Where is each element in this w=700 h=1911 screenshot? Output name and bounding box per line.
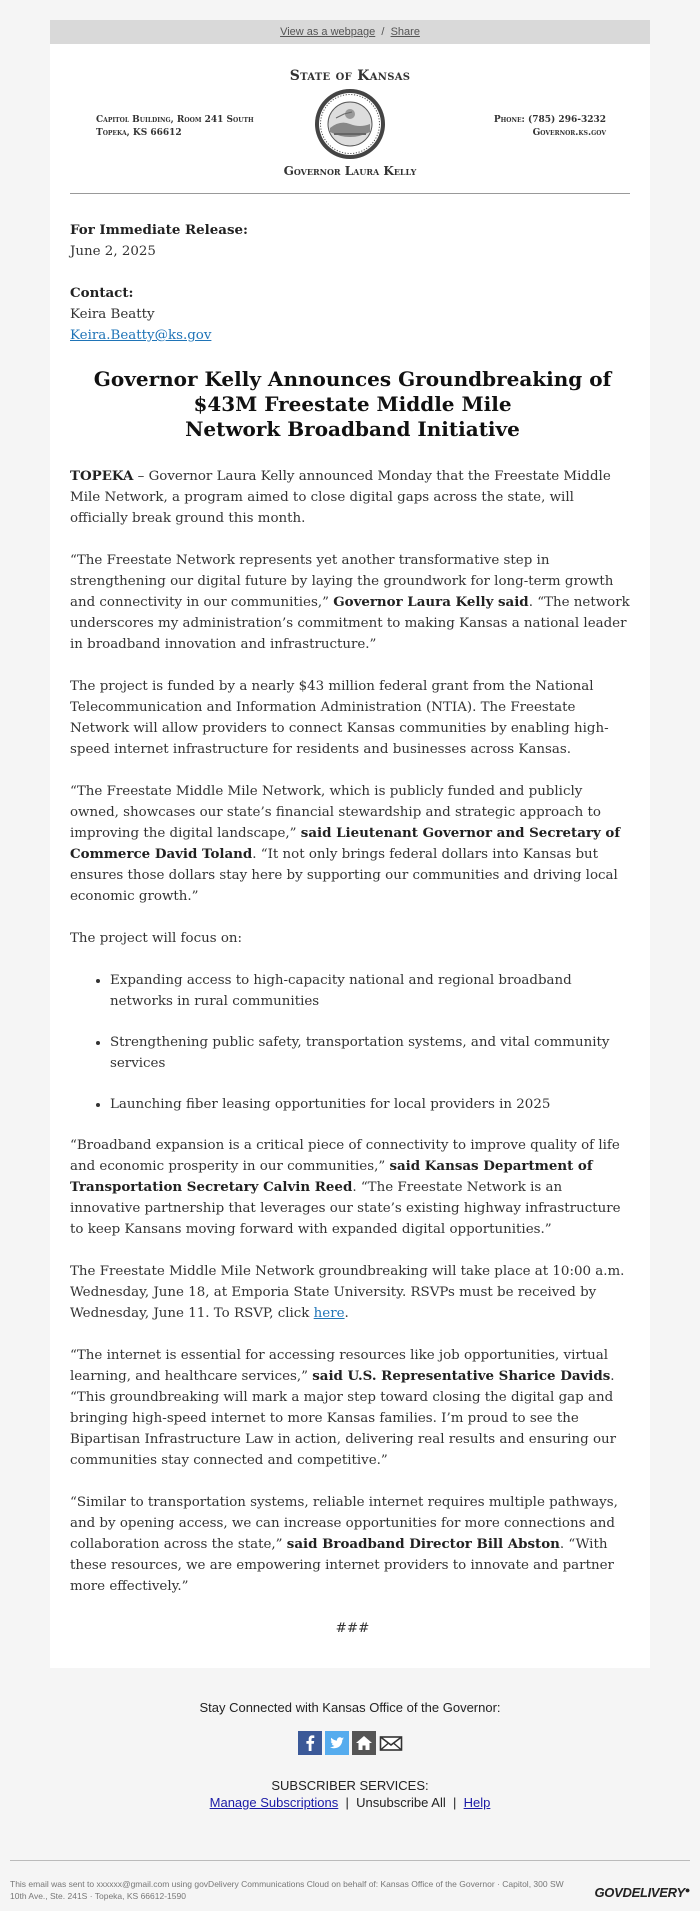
facebook-icon[interactable] [298, 1731, 322, 1755]
speech-bubble-icon: ● [684, 1885, 690, 1895]
paragraph-2: “The Freestate Network represents yet another transformative step in strengthening our digital future by laying the groundwork for long-term growth and connectivity in our communities,” Governor Laura Kelly said. “The network underscores my administration’s commitment to making Kansas a national leader in broadband innovation and infrastructure.” [70, 553, 630, 652]
release-info [70, 220, 635, 262]
state-seal [314, 88, 386, 160]
release-label: For Immediate Release: [70, 222, 248, 238]
list-item: • Launching fiber leasing opportunities for local providers in 2025 [110, 1094, 635, 1115]
office-address: Capitol Building, Room 241 South Topeka, KS 66612 [96, 115, 254, 138]
paragraph-6: “Broadband expansion is a critical piece of connectivity to improve quality of life and economic prosperity in our communities,” said Kansas Department of Transportation Secretary Calvin Reed. “The Freestate Network is an innovative partnership that leverages our state’s existing highway infrastructure to keep Kansans moving forward with expanded digital opportunities.” [70, 1138, 621, 1237]
email-footer [0, 1700, 700, 1811]
share-link[interactable]: Share [390, 26, 420, 38]
end-mark: ### [335, 1621, 370, 1636]
social-links [0, 1731, 700, 1755]
topbar-separator: / [381, 26, 385, 38]
twitter-icon[interactable] [325, 1731, 349, 1755]
subscriber-links [0, 1794, 700, 1811]
release-date: June 2, 2025 [70, 244, 156, 259]
paragraph-4: “The Freestate Middle Mile Network, which is publicly funded and publicly owned, showcases our state’s financial stewardship and strategic approach to improving the digital landscape,” said Lieutenant Governor and Secretary of Commerce David Toland. “It not only brings federal dollars into Kansas but ensures those dollars stay here by supporting our communities and driving local economic growth.” [70, 784, 621, 904]
link-divider: | [345, 1795, 349, 1810]
top-bar [50, 20, 650, 44]
unsubscribe-all-link[interactable]: Unsubscribe All [356, 1795, 446, 1810]
subscriber-services-label: SUBSCRIBER SERVICES: [271, 1778, 429, 1793]
manage-subscriptions-link[interactable]: Manage Subscriptions [209, 1795, 339, 1810]
email-icon[interactable] [379, 1731, 403, 1755]
contact-label: Contact: [70, 285, 134, 301]
subscriber-services [0, 1777, 700, 1811]
contact-name: Keira Beatty [70, 307, 155, 322]
home-icon[interactable] [352, 1731, 376, 1755]
letterhead [50, 44, 650, 194]
stay-connected-text: Stay Connected with Kansas Office of the Governor: [199, 1700, 501, 1715]
contact-info [70, 283, 635, 346]
paragraph-5: The project will focus on: [70, 931, 243, 946]
legal-text: This email was sent to xxxxxx@gmail.com using govDelivery Communications Cloud on behalf of: Kansas Office of the Governor · Capitol, 300 SW 10th Ave., Ste. 241S · Topeka, KS 66612-1590 [10, 1879, 564, 1901]
view-as-webpage-link[interactable]: View as a webpage [280, 26, 376, 38]
link-divider: | [452, 1795, 457, 1810]
list-item: • Strengthening public safety, transportation systems, and vital community services [110, 1032, 635, 1074]
paragraph-8: “The internet is essential for accessing resources like job opportunities, virtual learning, and healthcare services,” said U.S. Representative Sharice Davids. “This groundbreaking will mark a major step toward closing the digital gap and bringing high-speed internet to more Kansas families. I’m proud to see the Bipartisan Infrastructure Law in action, delivering real results and ensuring our communities stay connected and competitive.” [70, 1348, 617, 1468]
govdelivery-logo[interactable]: GOVDELIVERY● [594, 1885, 690, 1900]
paragraph-3: The project is funded by a nearly $43 million federal grant from the National Telecommunication and Information Administration (NTIA). The Freestate Network will allow providers to connect Kansas communities by enabling high-speed internet infrastructure for residents and businesses across Kansas. [70, 679, 609, 757]
header-divider [70, 193, 630, 194]
rsvp-link[interactable]: here [313, 1306, 345, 1321]
governor-name: Governor Laura Kelly [283, 164, 417, 178]
paragraph-1: TOPEKA – Governor Laura Kelly announced Monday that the Freestate Middle Mile Network, a program aimed to close digital gaps across the state, will officially break ground this month. [70, 468, 611, 526]
contact-email-link[interactable]: Keira.Beatty@ks.gov [70, 328, 212, 343]
footer-divider [10, 1860, 690, 1861]
paragraph-9: “Similar to transportation systems, reliable internet requires multiple pathways, and by opening access, we can increase opportunities for more connections and collaboration across the state,” said Broadband Director Bill Abston. “With these resources, we are empowering internet providers to innovate and partner more effectively.” [70, 1495, 618, 1594]
office-contact: Phone: (785) 296-3232 Governor.ks.gov [493, 115, 606, 138]
email-card [50, 44, 650, 1668]
state-name: State of Kansas [289, 68, 411, 84]
press-release-body [70, 220, 635, 1660]
headline: Governor Kelly Announces Groundbreaking of $43M Freestate Middle Mile Network Broadband Initiative [93, 367, 612, 441]
help-link[interactable]: Help [463, 1795, 491, 1810]
focus-list [70, 970, 635, 1115]
paragraph-7: The Freestate Middle Mile Network groundbreaking will take place at 10:00 a.m. Wednesday, June 18, at Emporia State University. RSVPs must be received by Wednesday, June 11. To RSVP, click here. [70, 1264, 625, 1321]
list-item: • Expanding access to high-capacity national and regional broadband networks in rural communities [110, 970, 635, 1012]
